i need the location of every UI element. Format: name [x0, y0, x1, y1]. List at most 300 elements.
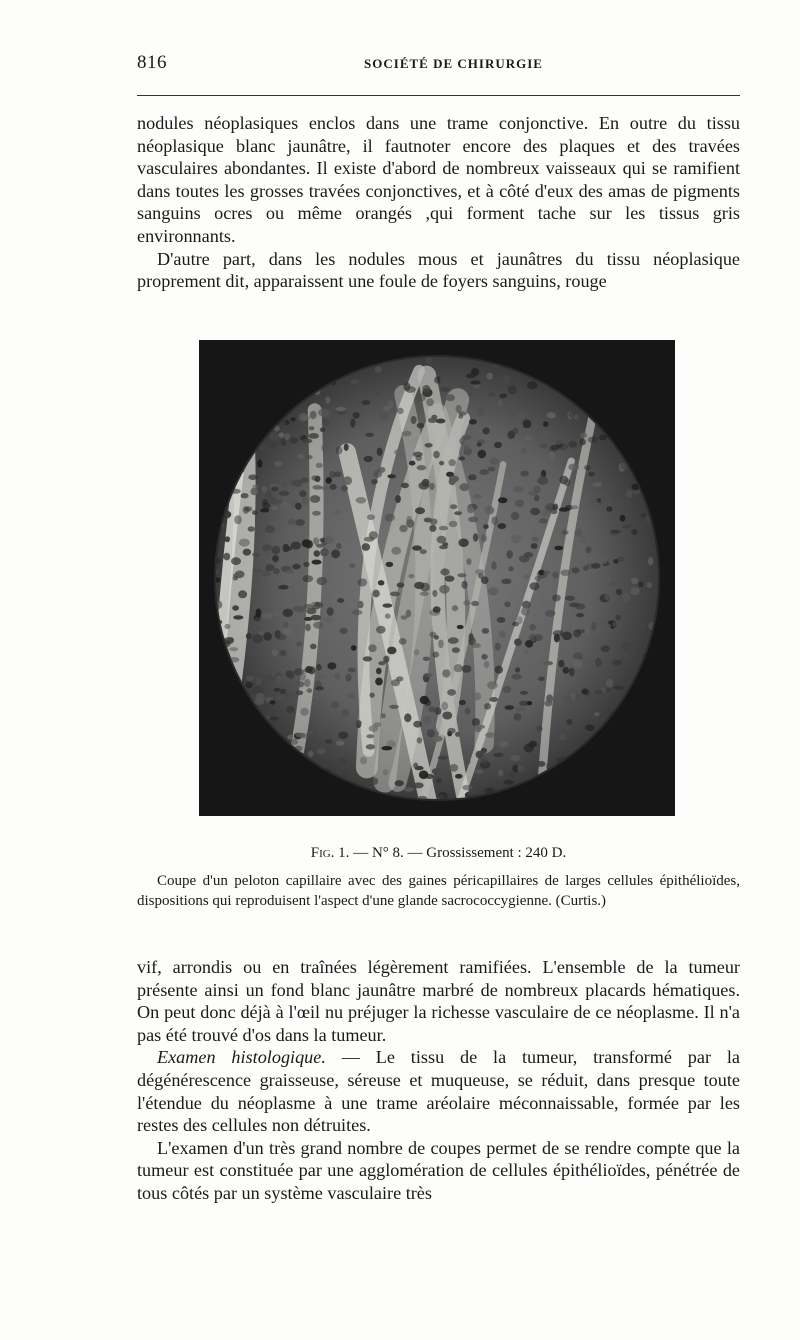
paragraph-vif-arrondis: vif, arrondis ou en traînées légèrement ramifiées. L'ensemble de la tumeur présente ainsi un fond blanc jaunâtre marbré de nombreux placards hématiques. On peut donc déjà à l'œil nu préjuger la richesse vasculaire de ce néoplasme. Il n'a pas été trouvé d'os dans la tumeur. — [137, 957, 740, 1045]
cell-nucleus — [648, 557, 653, 565]
cell-nucleus — [440, 568, 449, 575]
cell-nucleus — [499, 393, 507, 398]
figure-caption-text: Coupe d'un peloton capillaire avec des gaines péricapillaires de larges cellules épithélioïdes, dispositions qui reproduisent l'aspect d'une glande sacrococcygienne. (Curtis.) — [137, 873, 740, 909]
cell-nucleus — [478, 408, 485, 417]
cell-nucleus — [601, 645, 611, 652]
cell-nucleus — [412, 545, 422, 550]
cell-nucleus — [272, 555, 279, 562]
cell-nucleus — [512, 622, 519, 627]
cell-nucleus — [320, 486, 330, 490]
cell-nucleus — [584, 627, 590, 635]
cell-nucleus — [416, 394, 427, 402]
cell-nucleus — [604, 623, 611, 630]
cell-nucleus — [257, 460, 262, 468]
cell-nucleus — [591, 563, 601, 569]
cell-nucleus — [459, 483, 469, 491]
cell-nucleus — [545, 610, 556, 617]
cell-nucleus — [289, 479, 300, 485]
header-rule — [137, 95, 740, 96]
cell-nucleus — [458, 457, 465, 461]
cell-nucleus — [495, 643, 501, 651]
cell-nucleus — [573, 659, 582, 668]
cell-nucleus — [341, 485, 348, 491]
cell-nucleus — [271, 487, 278, 492]
cell-nucleus — [348, 668, 356, 673]
cell-nucleus — [281, 439, 286, 446]
cell-nucleus — [489, 697, 498, 702]
cell-nucleus — [503, 686, 512, 693]
cell-nucleus — [326, 477, 332, 484]
cell-nucleus — [559, 507, 570, 511]
cell-nucleus — [283, 621, 288, 628]
cell-nucleus — [307, 731, 314, 735]
cell-nucleus — [307, 688, 313, 693]
cell-nucleus — [320, 427, 326, 432]
cell-nucleus — [469, 419, 477, 424]
cell-nucleus — [299, 490, 306, 497]
cell-nucleus — [524, 744, 534, 753]
cell-nucleus — [565, 596, 575, 601]
cell-nucleus — [353, 412, 360, 418]
cell-nucleus — [515, 500, 524, 508]
cell-nucleus — [299, 413, 308, 422]
cell-nucleus — [288, 518, 297, 525]
cell-nucleus — [302, 439, 313, 444]
cell-nucleus — [528, 491, 537, 496]
cell-nucleus — [311, 615, 322, 621]
cell-nucleus — [553, 504, 559, 511]
cell-nucleus — [573, 629, 581, 637]
cell-nucleus — [378, 661, 386, 665]
cell-nucleus — [543, 421, 549, 427]
cell-nucleus — [494, 442, 502, 448]
cell-nucleus — [543, 661, 553, 665]
cell-nucleus — [422, 479, 430, 487]
cell-nucleus — [567, 677, 577, 684]
cell-nucleus — [535, 576, 541, 581]
cell-nucleus — [252, 552, 259, 556]
cell-nucleus — [385, 613, 391, 618]
cell-nucleus — [614, 686, 625, 690]
cell-nucleus — [559, 734, 567, 740]
cell-nucleus — [433, 606, 441, 613]
cell-nucleus — [477, 442, 482, 446]
cell-nucleus — [305, 624, 311, 631]
cell-nucleus — [452, 647, 460, 653]
cell-nucleus — [234, 515, 242, 524]
cell-nucleus — [612, 621, 623, 628]
cell-nucleus — [408, 574, 414, 578]
cell-nucleus — [514, 639, 522, 646]
cell-nucleus — [420, 549, 427, 554]
cell-nucleus — [315, 602, 321, 607]
cell-nucleus — [454, 511, 462, 515]
cell-nucleus — [262, 486, 267, 493]
cell-nucleus — [425, 774, 434, 779]
cell-nucleus — [547, 406, 557, 412]
cell-nucleus — [364, 456, 373, 462]
cell-nucleus — [541, 431, 550, 435]
cell-nucleus — [495, 666, 503, 674]
cell-nucleus — [527, 701, 532, 705]
cell-nucleus — [539, 518, 547, 523]
cell-nucleus — [554, 546, 563, 551]
cell-nucleus — [331, 701, 339, 708]
cell-nucleus — [317, 577, 328, 585]
cell-nucleus — [413, 721, 422, 728]
cell-nucleus — [233, 615, 243, 619]
cell-nucleus — [508, 431, 516, 440]
cell-nucleus — [438, 756, 449, 760]
cell-nucleus — [581, 688, 588, 694]
cell-nucleus — [485, 732, 495, 738]
cell-nucleus — [312, 511, 321, 516]
cell-nucleus — [276, 695, 282, 700]
cell-nucleus — [498, 769, 504, 776]
cell-nucleus — [466, 558, 471, 565]
cell-nucleus — [318, 726, 323, 735]
cell-nucleus — [294, 626, 302, 634]
cell-nucleus — [473, 494, 482, 498]
cell-nucleus — [245, 682, 252, 689]
cell-nucleus — [508, 566, 513, 571]
cell-nucleus — [375, 366, 382, 373]
cell-nucleus — [383, 603, 393, 607]
cell-nucleus — [499, 741, 509, 748]
cell-nucleus — [612, 660, 622, 666]
cell-nucleus — [530, 508, 540, 516]
cell-nucleus — [295, 733, 305, 738]
cell-nucleus — [605, 688, 612, 692]
cell-nucleus — [476, 751, 484, 759]
cell-nucleus — [287, 735, 293, 740]
cell-nucleus — [580, 439, 586, 446]
cell-nucleus — [556, 698, 562, 704]
cell-nucleus — [263, 632, 272, 641]
cell-nucleus — [560, 744, 566, 748]
cell-nucleus — [278, 432, 284, 437]
cell-nucleus — [281, 420, 287, 427]
cell-nucleus — [273, 610, 282, 616]
cell-nucleus — [252, 484, 258, 489]
cell-nucleus — [524, 574, 530, 579]
cell-nucleus — [246, 675, 254, 681]
cell-nucleus — [254, 572, 259, 579]
cell-nucleus — [576, 613, 584, 617]
cell-nucleus — [395, 780, 404, 786]
cell-nucleus — [286, 670, 292, 678]
cell-nucleus — [262, 570, 271, 577]
cell-nucleus — [439, 526, 448, 531]
cell-nucleus — [584, 465, 591, 470]
cell-nucleus — [275, 500, 282, 504]
cell-nucleus — [387, 647, 396, 655]
cell-nucleus — [448, 637, 459, 644]
cell-nucleus — [519, 555, 530, 562]
cell-nucleus — [336, 741, 344, 746]
cell-nucleus — [470, 380, 480, 384]
cell-nucleus — [417, 737, 423, 743]
cell-nucleus — [383, 769, 389, 776]
cell-nucleus — [386, 562, 394, 567]
cell-nucleus — [322, 444, 329, 451]
cell-nucleus — [381, 746, 392, 750]
cell-nucleus — [450, 504, 457, 509]
cell-nucleus — [271, 546, 280, 555]
cell-nucleus — [340, 628, 348, 634]
cell-nucleus — [278, 585, 289, 590]
cell-nucleus — [595, 658, 602, 667]
cell-nucleus — [361, 400, 370, 405]
cell-nucleus — [225, 624, 231, 629]
cell-nucleus — [472, 692, 481, 700]
cell-nucleus — [426, 356, 432, 364]
cell-nucleus — [364, 537, 374, 542]
cell-nucleus — [420, 696, 429, 704]
cell-nucleus — [508, 385, 517, 394]
cell-nucleus — [378, 580, 385, 585]
cell-nucleus — [256, 693, 265, 701]
cell-nucleus — [485, 506, 495, 515]
cell-nucleus — [433, 451, 440, 459]
cell-nucleus — [314, 550, 320, 557]
cell-nucleus — [588, 437, 598, 443]
cell-nucleus — [525, 435, 532, 440]
cell-nucleus — [504, 601, 510, 607]
cell-nucleus — [592, 482, 602, 487]
cell-nucleus — [543, 570, 550, 574]
cell-nucleus — [637, 647, 645, 655]
cell-nucleus — [233, 576, 238, 581]
cell-nucleus — [276, 634, 286, 641]
cell-nucleus — [372, 590, 379, 598]
cell-nucleus — [439, 461, 444, 466]
cell-nucleus — [303, 562, 309, 567]
cell-nucleus — [622, 525, 633, 529]
cell-nucleus — [513, 713, 521, 721]
cell-nucleus — [290, 417, 295, 421]
cell-nucleus — [604, 594, 610, 601]
cell-nucleus — [270, 441, 277, 448]
cell-nucleus — [417, 465, 427, 470]
cell-nucleus — [610, 581, 618, 585]
cell-nucleus — [351, 645, 357, 651]
cell-nucleus — [248, 526, 255, 532]
cell-nucleus — [506, 550, 513, 558]
cell-nucleus — [414, 649, 420, 655]
cell-nucleus — [275, 461, 283, 466]
cell-nucleus — [279, 650, 286, 657]
cell-nucleus — [334, 471, 342, 477]
cell-nucleus — [311, 475, 317, 481]
cell-nucleus — [255, 677, 262, 686]
cell-nucleus — [253, 569, 263, 573]
cell-nucleus — [271, 506, 278, 510]
cell-nucleus — [498, 523, 507, 529]
cell-nucleus — [442, 669, 450, 677]
cell-nucleus — [441, 702, 448, 711]
cell-nucleus — [429, 525, 436, 532]
cell-nucleus — [367, 514, 375, 520]
figure-caption — [137, 872, 740, 911]
cell-nucleus — [513, 486, 524, 492]
cell-nucleus — [248, 474, 257, 480]
cell-nucleus — [387, 474, 396, 478]
cell-nucleus — [385, 514, 396, 522]
figure-title-rest: — N° 8. — Grossissement : 240 D. — [349, 845, 567, 861]
cell-nucleus — [438, 640, 444, 649]
cell-nucleus — [250, 488, 258, 495]
cell-nucleus — [431, 415, 437, 421]
cell-nucleus — [482, 427, 489, 434]
cell-nucleus — [475, 569, 484, 575]
cell-nucleus — [440, 387, 451, 392]
cell-nucleus — [335, 673, 341, 680]
cell-nucleus — [243, 506, 250, 513]
cell-nucleus — [480, 758, 488, 765]
cell-nucleus — [471, 601, 479, 606]
cell-nucleus — [510, 755, 520, 762]
cell-nucleus — [375, 678, 383, 686]
cell-nucleus — [466, 759, 471, 765]
cell-nucleus — [499, 630, 506, 638]
cell-nucleus — [415, 507, 425, 514]
cell-nucleus — [369, 693, 374, 698]
cell-nucleus — [564, 696, 574, 702]
cell-nucleus — [566, 725, 571, 731]
cell-nucleus — [462, 665, 472, 673]
cell-nucleus — [371, 479, 378, 484]
cell-nucleus — [622, 550, 632, 554]
cell-nucleus — [449, 764, 458, 772]
cell-nucleus — [549, 451, 555, 459]
cell-nucleus — [318, 409, 329, 417]
cell-nucleus — [568, 441, 577, 448]
cell-nucleus — [460, 438, 466, 445]
cell-nucleus — [509, 771, 515, 778]
cell-nucleus — [404, 383, 411, 391]
cell-nucleus — [283, 609, 294, 617]
cell-nucleus — [360, 757, 367, 765]
cell-nucleus — [537, 476, 548, 485]
cell-nucleus — [562, 530, 569, 535]
cell-nucleus — [368, 644, 376, 652]
cell-nucleus — [300, 708, 308, 716]
cell-nucleus — [594, 690, 603, 695]
micrograph-image — [199, 340, 675, 816]
cell-nucleus — [598, 558, 608, 565]
cell-nucleus — [622, 593, 630, 602]
cell-nucleus — [520, 691, 528, 695]
cell-nucleus — [523, 649, 529, 654]
cell-nucleus — [357, 578, 367, 586]
cell-nucleus — [479, 469, 489, 475]
cell-nucleus — [274, 688, 281, 692]
cell-nucleus — [290, 557, 299, 561]
cell-nucleus — [350, 379, 359, 384]
cell-nucleus — [347, 693, 354, 698]
cell-nucleus — [270, 717, 279, 721]
cell-nucleus — [538, 677, 545, 681]
cell-nucleus — [420, 583, 430, 592]
cell-nucleus — [630, 587, 640, 595]
cell-nucleus — [276, 675, 283, 681]
cell-nucleus — [452, 605, 458, 611]
cell-nucleus — [297, 454, 304, 459]
cell-nucleus — [541, 509, 551, 517]
cell-nucleus — [391, 679, 400, 686]
cell-nucleus — [640, 513, 646, 517]
cell-nucleus — [286, 569, 295, 574]
cell-nucleus — [583, 565, 589, 571]
cell-nucleus — [357, 601, 363, 609]
cell-nucleus — [488, 392, 495, 397]
cell-nucleus — [346, 674, 352, 682]
cell-nucleus — [434, 376, 440, 383]
cell-nucleus — [445, 575, 455, 581]
cell-nucleus — [373, 470, 382, 478]
cell-nucleus — [289, 586, 294, 590]
cell-nucleus — [366, 744, 375, 749]
cell-nucleus — [575, 604, 585, 610]
cell-nucleus — [303, 604, 311, 609]
cell-nucleus — [639, 624, 646, 630]
cell-nucleus — [284, 693, 294, 698]
cell-nucleus — [343, 476, 352, 485]
cell-nucleus — [409, 461, 415, 466]
cell-nucleus — [303, 575, 314, 582]
cell-nucleus — [615, 615, 621, 621]
cell-nucleus — [581, 501, 587, 510]
cell-nucleus — [238, 590, 247, 598]
cell-nucleus — [478, 450, 487, 458]
cell-nucleus — [481, 576, 489, 584]
cell-nucleus — [616, 589, 622, 595]
cell-nucleus — [422, 385, 430, 393]
cell-nucleus — [263, 674, 273, 682]
cell-nucleus — [626, 490, 632, 498]
cell-nucleus — [366, 734, 374, 738]
cell-nucleus — [558, 660, 564, 668]
cell-nucleus — [262, 544, 272, 550]
cell-nucleus — [253, 686, 263, 693]
cell-nucleus — [447, 689, 456, 696]
cell-nucleus — [620, 515, 626, 522]
cell-nucleus — [395, 495, 401, 503]
cell-nucleus — [302, 539, 310, 547]
cell-nucleus — [455, 774, 463, 779]
cell-nucleus — [646, 582, 652, 588]
cell-nucleus — [376, 668, 382, 675]
cell-nucleus — [373, 392, 381, 396]
cell-nucleus — [554, 439, 563, 445]
cell-nucleus — [483, 524, 489, 529]
cell-nucleus — [580, 432, 587, 438]
cell-nucleus — [487, 681, 497, 689]
cell-nucleus — [300, 477, 309, 483]
cell-nucleus — [371, 778, 378, 785]
cell-nucleus — [296, 642, 303, 647]
cell-nucleus — [572, 567, 580, 573]
cell-nucleus — [552, 572, 558, 579]
cell-nucleus — [397, 408, 404, 415]
cell-nucleus — [362, 543, 370, 551]
cell-nucleus — [292, 606, 302, 611]
cell-nucleus — [457, 625, 464, 629]
cell-nucleus — [498, 497, 508, 503]
cell-nucleus — [468, 474, 477, 480]
cell-nucleus — [560, 570, 570, 576]
